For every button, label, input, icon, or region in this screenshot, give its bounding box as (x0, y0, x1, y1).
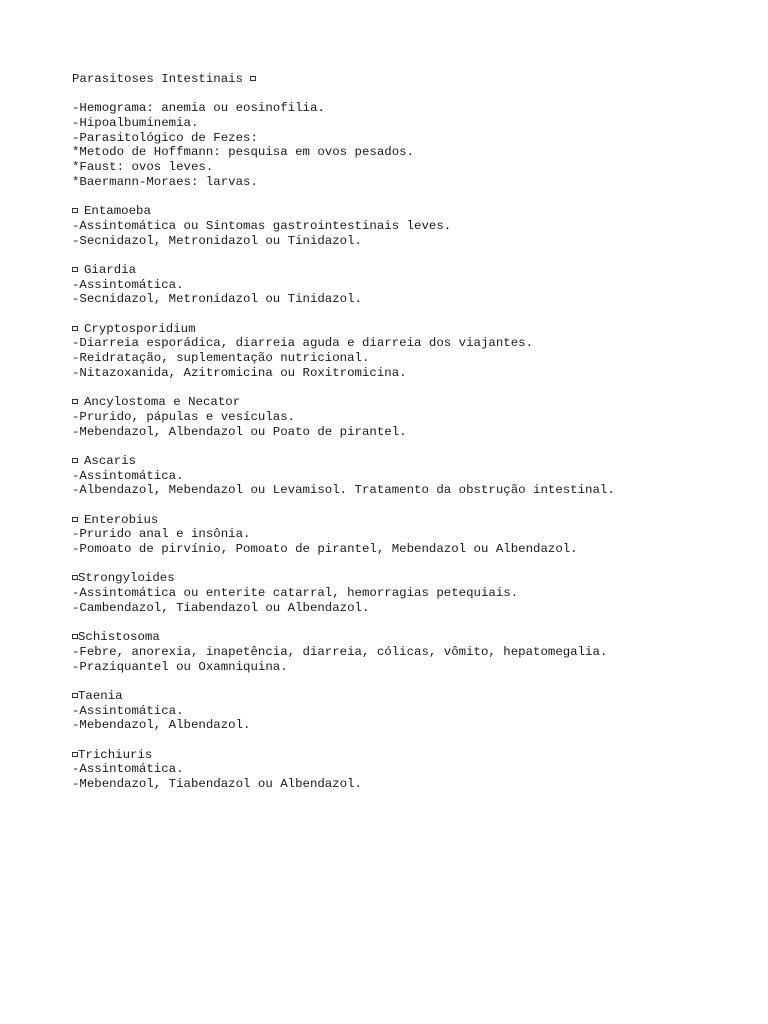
section-heading: Ascaris (84, 453, 137, 468)
spacer (72, 307, 752, 322)
section-heading-line (72, 513, 752, 528)
section-heading: Cryptosporidium (84, 321, 196, 336)
section-line: -Assintomática ou Sintomas gastrointestinais leves. (72, 218, 452, 233)
section (72, 513, 752, 557)
section-line: -Prurido, pápulas e vesículas. (72, 409, 296, 424)
section-heading: Giardia (84, 262, 137, 277)
section-line: -Secnidazol, Metronidazol ou Tinidazol. (72, 233, 362, 248)
section-line: -Assintomática. (72, 762, 184, 777)
section (72, 571, 752, 615)
section-line: -Praziquantel ou Oxamniquina. (72, 659, 288, 674)
section-line: -Assintomática. (72, 277, 184, 292)
document-title: Parasitoses Intestinais (72, 72, 244, 86)
section-line: -Assintomática ou enterite catarral, hemorragias petequiais. (72, 586, 519, 601)
square-bullet-icon (72, 517, 78, 522)
intro-line: *Faust: ovos leves. (72, 160, 214, 175)
section-heading-line (72, 748, 752, 763)
section-line: -Cambendazol, Tiabendazol ou Albendazol. (72, 600, 370, 615)
spacer (72, 248, 752, 263)
section-line: -Pomoato de pirvínio, Pomoato de pirantel, Mebendazol ou Albendazol. (72, 542, 578, 556)
intro-line: -Hipoalbuminemia. (72, 116, 199, 131)
document-page (72, 72, 752, 792)
section-line: -Mebendazol, Albendazol. (72, 718, 251, 733)
spacer (72, 380, 752, 395)
spacer (72, 498, 752, 513)
section-line: -Diarreia esporádica, diarreia aguda e diarreia dos viajantes. (72, 336, 534, 351)
document-title-line (72, 72, 752, 87)
intro-line: -Hemograma: anemia ou eosinofilia. (72, 101, 325, 116)
square-bullet-icon (72, 458, 78, 463)
square-bullet-icon (72, 267, 78, 272)
section-heading-line (72, 454, 752, 469)
section-heading-line (72, 204, 752, 219)
spacer (72, 439, 752, 454)
square-bullet-icon (72, 326, 78, 331)
section-heading-line (72, 630, 752, 645)
spacer (72, 190, 752, 205)
section (72, 454, 752, 498)
section-line: -Prurido anal e insônia. (72, 527, 251, 542)
section-line: -Albendazol, Mebendazol ou Levamisol. Tratamento da obstrução intestinal. (72, 483, 615, 498)
spacer (72, 674, 752, 689)
spacer (72, 87, 752, 102)
section-heading-line (72, 571, 752, 586)
section-heading: Taenia (78, 688, 123, 703)
section (72, 263, 752, 307)
spacer (72, 733, 752, 748)
square-bullet-icon (72, 208, 78, 213)
square-bullet-icon (250, 76, 256, 81)
spacer (72, 557, 752, 572)
section-line: -Mebendazol, Tiabendazol ou Albendazol. (72, 777, 362, 791)
section (72, 322, 752, 381)
intro-line: *Baermann-Moraes: larvas. (72, 174, 258, 189)
section-heading-line (72, 322, 752, 337)
section-line: -Secnidazol, Metronidazol ou Tinidazol. (72, 292, 362, 307)
section (72, 689, 752, 733)
square-bullet-icon (72, 399, 78, 404)
section-line: -Febre, anorexia, inapetência, diarreia, cólicas, vômito, hepatomegalia. (72, 644, 608, 659)
section-line: -Reidratação, suplementação nutricional. (72, 351, 370, 366)
section-line: -Mebendazol, Albendazol ou Poato de pirantel. (72, 424, 407, 439)
section-line: -Assintomática. (72, 703, 184, 718)
spacer (72, 615, 752, 630)
intro-block (72, 101, 752, 189)
intro-line: *Metodo de Hoffmann: pesquisa em ovos pesados. (72, 145, 415, 160)
section-heading-line (72, 263, 752, 278)
sections-block (72, 190, 752, 792)
section (72, 630, 752, 674)
section (72, 395, 752, 439)
section-heading-line (72, 689, 752, 704)
intro-line: -Parasitológico de Fezes: (72, 130, 258, 145)
section-heading-line (72, 395, 752, 410)
section-heading: Enterobius (84, 512, 159, 527)
section-heading: Schistosoma (78, 630, 160, 645)
section (72, 204, 752, 248)
section-line: -Assintomática. (72, 468, 184, 483)
section-heading: Trichiuris (78, 747, 153, 762)
section-heading: Entamoeba (84, 204, 151, 219)
section-heading: Ancylostoma e Necator (84, 395, 241, 410)
section-heading: Strongyloides (78, 571, 175, 586)
section-line: -Nitazoxanida, Azitromicina ou Roxitromicina. (72, 365, 407, 380)
section (72, 748, 752, 792)
